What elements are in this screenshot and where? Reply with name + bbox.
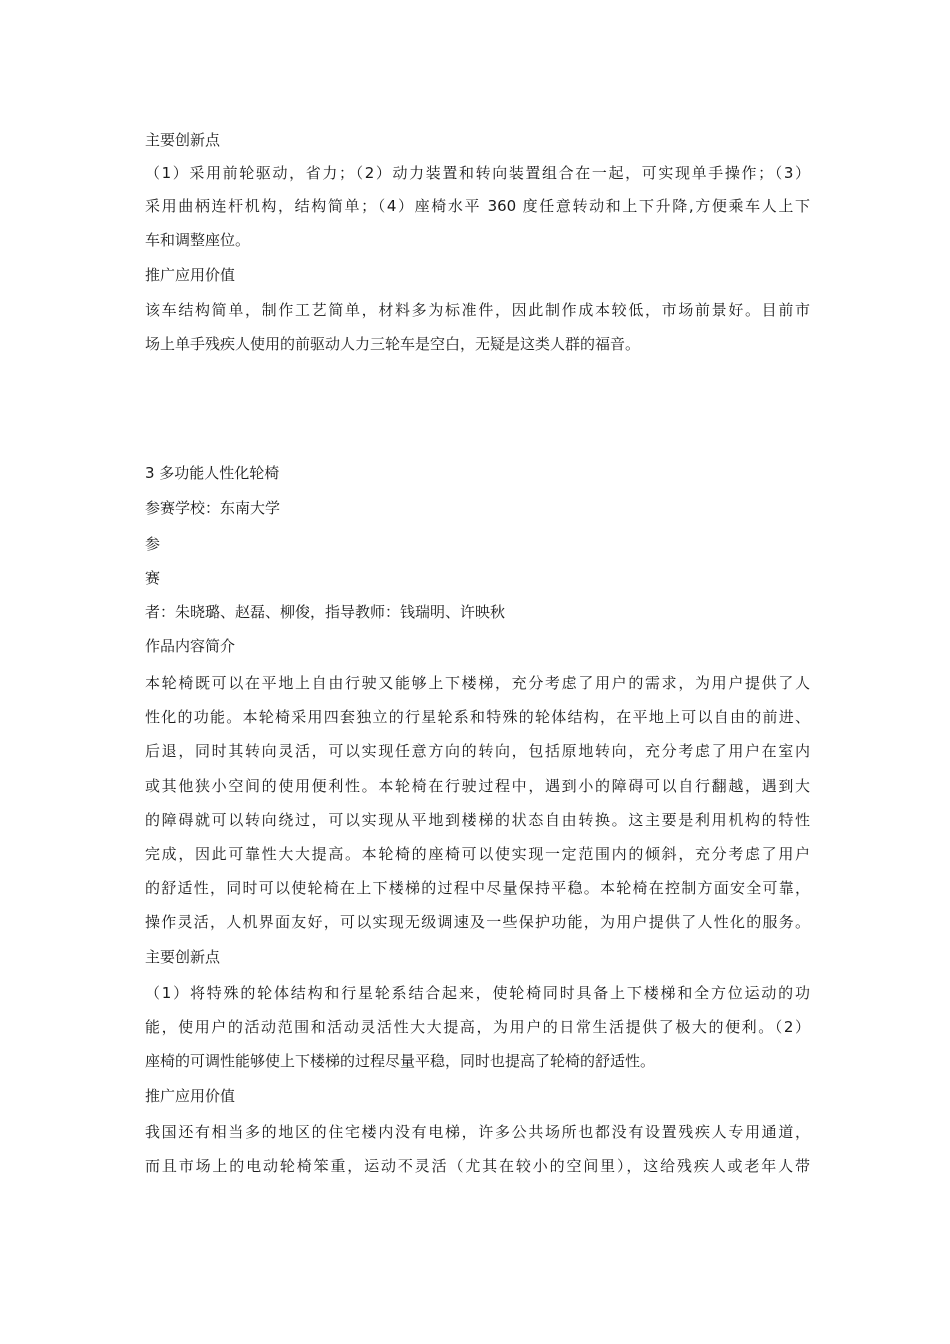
paragraph-line: 该车结构简单，制作工艺简单，材料多为标准件，因此制作成本较低，市场前景好。目前市 bbox=[145, 301, 810, 319]
authors-line: 者：朱晓璐、赵磊、柳俊，指导教师：钱瑞明、许映秋 bbox=[145, 603, 506, 621]
paragraph-line: 车和调整座位。 bbox=[145, 231, 251, 249]
paragraph-line: 能，使用户的活动范围和活动灵活性大大提高，为用户的日常生活提供了极大的便利。（2） bbox=[145, 1018, 810, 1036]
paragraph-line: 场上单手残疾人使用的前驱动人力三轮车是空白，无疑是这类人群的福音。 bbox=[145, 335, 641, 353]
paragraph-line: 的舒适性，同时可以使轮椅在上下楼梯的过程中尽量保持平稳。本轮椅在控制方面安全可靠， bbox=[145, 879, 810, 897]
paragraph-line: 而且市场上的电动轮椅笨重，运动不灵活（尤其在较小的空间里），这给残疾人或老年人带 bbox=[145, 1157, 810, 1175]
value-heading: 推广应用价值 bbox=[145, 1087, 236, 1105]
paragraph-line: 的障碍就可以转向绕过，可以实现从平地到楼梯的状态自由转换。这主要是利用机构的特性 bbox=[145, 811, 810, 829]
participant-label-char: 赛 bbox=[145, 569, 161, 587]
innovation-heading: 主要创新点 bbox=[145, 131, 221, 149]
participant-label-char: 参 bbox=[145, 535, 161, 553]
paragraph-line: （1）将特殊的轮体结构和行星轮系结合起来，使轮椅同时具备上下楼梯和全方位运动的功 bbox=[145, 984, 810, 1002]
intro-heading: 作品内容简介 bbox=[145, 637, 236, 655]
paragraph-line: 采用曲柄连杆机构，结构简单；（4）座椅水平 360 度任意转动和上下升降,方便乘车人上下 bbox=[145, 197, 810, 215]
value-heading: 推广应用价值 bbox=[145, 266, 236, 284]
school-line: 参赛学校：东南大学 bbox=[145, 499, 281, 517]
paragraph-line: 本轮椅既可以在平地上自由行驶又能够上下楼梯，充分考虑了用户的需求，为用户提供了人 bbox=[145, 674, 810, 692]
paragraph-line: 性化的功能。本轮椅采用四套独立的行星轮系和特殊的轮体结构，在平地上可以自由的前进、 bbox=[145, 708, 810, 726]
paragraph-line: 我国还有相当多的地区的住宅楼内没有电梯，许多公共场所也都没有设置残疾人专用通道， bbox=[145, 1123, 810, 1141]
paragraph-line: 完成，因此可靠性大大提高。本轮椅的座椅可以使实现一定范围内的倾斜，充分考虑了用户 bbox=[145, 845, 810, 863]
section-title: 3 多功能人性化轮椅 bbox=[145, 464, 280, 482]
innovation-heading: 主要创新点 bbox=[145, 948, 221, 966]
paragraph-line: 或其他狭小空间的使用便利性。本轮椅在行驶过程中，遇到小的障碍可以自行翻越，遇到大 bbox=[145, 777, 810, 795]
paragraph-line: （1）采用前轮驱动，省力；（2）动力装置和转向装置组合在一起，可实现单手操作；（3） bbox=[145, 164, 810, 182]
paragraph-line: 座椅的可调性能够使上下楼梯的过程尽量平稳，同时也提高了轮椅的舒适性。 bbox=[145, 1052, 656, 1070]
paragraph-line: 操作灵活，人机界面友好，可以实现无级调速及一些保护功能，为用户提供了人性化的服务。 bbox=[145, 913, 810, 931]
paragraph-line: 后退，同时其转向灵活，可以实现任意方向的转向，包括原地转向，充分考虑了用户在室内 bbox=[145, 742, 810, 760]
